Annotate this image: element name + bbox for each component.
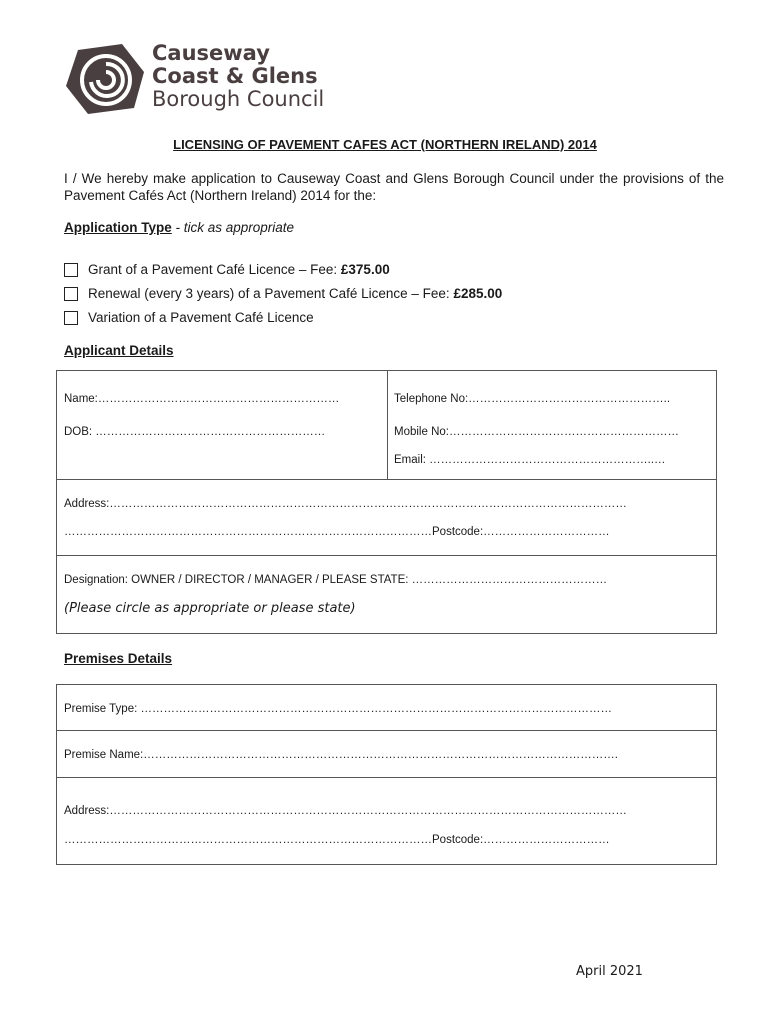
council-logo	[64, 42, 354, 118]
application-type-label: Application Type	[64, 220, 172, 235]
logo-line-3: Borough Council	[152, 87, 325, 111]
mobile-field[interactable]: Mobile No:……………………………………………………	[394, 426, 679, 438]
intro-paragraph: I / We hereby make application to Causeway Coast and Glens Borough Council under the provisions of the Pavement Cafés Act (Northern Ireland) 2014 for the:	[64, 171, 724, 203]
premises-details-label: Premises Details	[64, 651, 173, 666]
applicant-details-label: Applicant Details	[64, 343, 174, 358]
logo-wordmark	[152, 42, 324, 111]
application-type-heading	[64, 220, 294, 235]
spiral-logo-icon	[64, 42, 146, 116]
option-variation[interactable]	[64, 310, 314, 325]
variation-label: Variation of a Pavement Café Licence	[88, 310, 314, 325]
footer-date: April 2021	[576, 964, 643, 979]
divider	[57, 730, 716, 731]
divider	[57, 555, 716, 556]
variation-checkbox[interactable]	[64, 311, 78, 325]
divider	[387, 371, 388, 479]
grant-label: Grant of a Pavement Café Licence – Fee:	[88, 262, 338, 277]
renewal-checkbox[interactable]	[64, 287, 78, 301]
application-type-hint: - tick as appropriate	[171, 220, 295, 235]
premises-details-table	[56, 684, 717, 865]
premises-details-heading	[64, 651, 172, 666]
designation-field[interactable]: Designation: OWNER / DIRECTOR / MANAGER / PLEASE STATE: ……………………………………………	[64, 574, 608, 586]
premise-name-field[interactable]: Premise Name:…………………………………………………………………………………………………………….	[64, 749, 618, 761]
logo-line-2: Coast & Glens	[152, 64, 318, 88]
name-field[interactable]: Name:………………………………………………………	[64, 393, 340, 405]
option-renewal[interactable]	[64, 286, 502, 301]
option-grant[interactable]	[64, 262, 390, 277]
designation-note: (Please circle as appropriate or please state)	[64, 601, 356, 616]
premises-address-field[interactable]: Address:………………………………………………………………………………………………………………………	[64, 805, 627, 817]
renewal-label: Renewal (every 3 years) of a Pavement Café Licence – Fee:	[88, 286, 450, 301]
premise-type-field[interactable]: Premise Type: ……………………………………………………………………………………………………………	[64, 703, 612, 715]
divider	[57, 479, 716, 480]
telephone-field[interactable]: Telephone No:……………………………………………..	[394, 393, 671, 405]
dob-field[interactable]: DOB: ……………………………………………………	[64, 426, 326, 438]
divider	[57, 777, 716, 778]
premises-postcode-field[interactable]: ……………………………………………………………………………………Postcode:……………………………	[64, 834, 610, 846]
renewal-fee: £285.00	[453, 286, 503, 301]
document-title: LICENSING OF PAVEMENT CAFES ACT (NORTHERN IRELAND) 2014	[173, 137, 597, 152]
applicant-details-table	[56, 370, 717, 634]
logo-line-1: Causeway	[152, 41, 270, 65]
grant-checkbox[interactable]	[64, 263, 78, 277]
email-field[interactable]: Email: …………………………………………………..…	[394, 454, 666, 466]
applicant-address-field[interactable]: Address:………………………………………………………………………………………………………………………	[64, 498, 627, 510]
grant-fee: £375.00	[340, 262, 390, 277]
applicant-details-heading	[64, 343, 174, 358]
applicant-postcode-field[interactable]: ……………………………………………………………………………………Postcode:……………………………	[64, 526, 610, 538]
